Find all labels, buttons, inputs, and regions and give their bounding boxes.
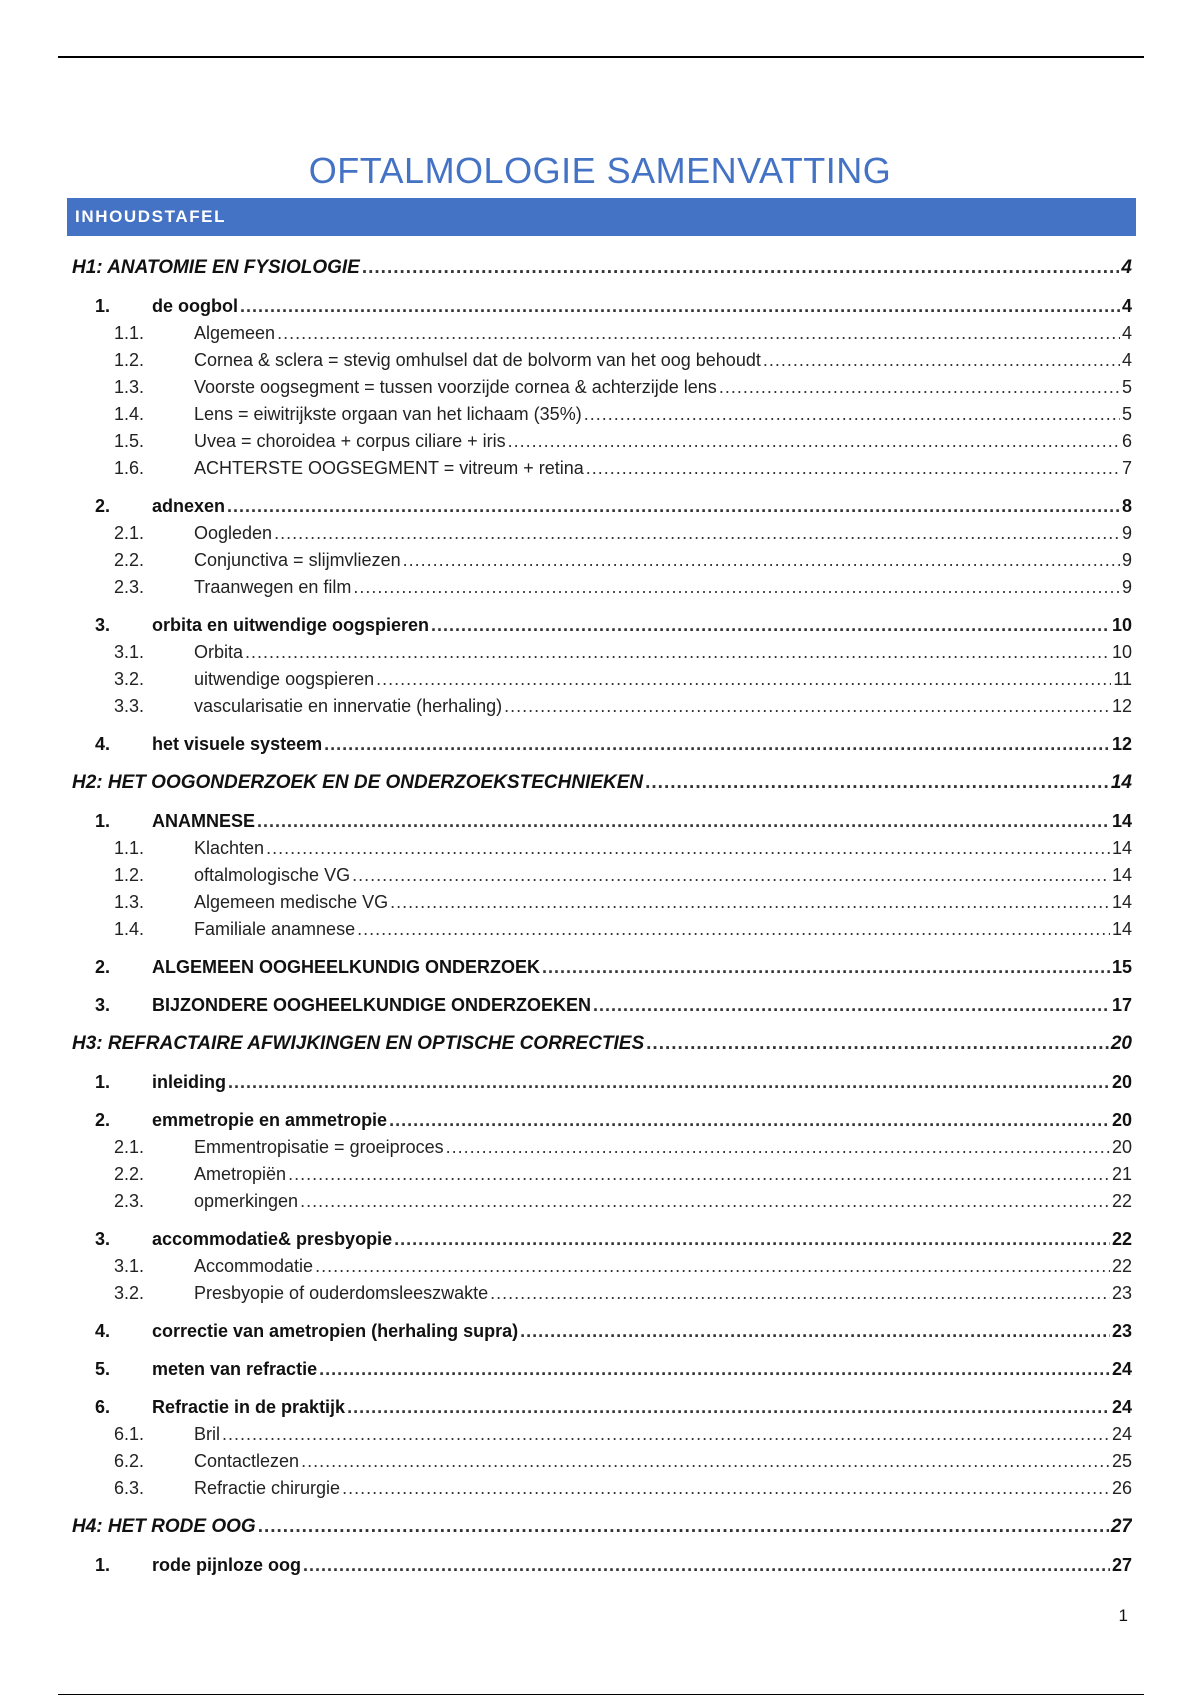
toc-entry-number: 5.: [95, 1359, 111, 1379]
toc-entry-label: [72, 919, 355, 940]
toc-entry-title: Bril: [194, 1424, 220, 1444]
toc-dot-leader: [446, 1131, 1110, 1158]
toc-entry-title: Refractie in de praktijk: [152, 1397, 346, 1417]
toc-entry-page: 22: [1111, 1229, 1132, 1249]
toc-dot-leader: [403, 544, 1120, 571]
toc-dot-leader: [646, 1025, 1109, 1055]
toc-entry-page: 20: [1111, 1137, 1132, 1157]
toc-entry-page: 23: [1111, 1283, 1132, 1303]
toc-dot-leader: [266, 832, 1110, 859]
toc-entry-page: 9: [1121, 523, 1132, 543]
toc-entry-section[interactable]: [72, 988, 1132, 1016]
toc-entry-number: 1.5.: [114, 431, 145, 451]
toc-entry-page: 23: [1111, 1321, 1132, 1341]
toc-entry-page: 4: [1121, 350, 1132, 370]
toc-entry-label: [72, 350, 761, 371]
toc-entry-title: Ametropiën: [194, 1164, 287, 1184]
toc-entry-label: [72, 1229, 392, 1250]
toc-entry-label: [72, 734, 322, 755]
toc-entry-sub[interactable]: [72, 517, 1132, 544]
toc-entry-chapter[interactable]: [72, 1508, 1132, 1538]
toc-entry-chapter[interactable]: [72, 249, 1132, 279]
toc-dot-leader: [357, 913, 1110, 940]
toc-entry-number: 2.3.: [114, 577, 145, 597]
toc-entry-section[interactable]: [72, 727, 1132, 755]
document-title: OFTALMOLOGIE SAMENVATTING: [308, 150, 892, 191]
toc-dot-leader: [277, 317, 1120, 344]
toc-entry-title: Voorste oogsegment = tussen voorzijde cornea & achterzijde lens: [194, 377, 717, 397]
toc-entry-label: [72, 838, 264, 859]
toc-dot-leader: [389, 1103, 1110, 1131]
toc-entry-number: 1.: [95, 296, 111, 316]
toc-dot-leader: [222, 1418, 1110, 1445]
toc-entry-number: 2.: [95, 496, 111, 516]
toc-entry-page: 11: [1113, 669, 1132, 689]
toc-entry-section[interactable]: [72, 1222, 1132, 1250]
toc-dot-leader: [520, 1314, 1110, 1342]
toc-entry-number: 6.: [95, 1397, 111, 1417]
toc-entry-title: het visuele systeem: [152, 734, 323, 754]
toc-entry-number: 1.6.: [114, 458, 145, 478]
toc-entry-section[interactable]: [72, 1548, 1132, 1576]
toc-entry-title: oftalmologische VG: [194, 865, 351, 885]
toc-entry-page: 17: [1111, 995, 1132, 1015]
toc-entry-number: 6.2.: [114, 1451, 145, 1471]
toc-entry-label: [72, 696, 502, 717]
toc-entry-page: 24: [1111, 1397, 1132, 1417]
toc-entry-section[interactable]: [72, 489, 1132, 517]
toc-entry-page: 24: [1111, 1359, 1132, 1379]
toc-entry-label: [72, 1478, 340, 1499]
toc-entry-page: 25: [1111, 1451, 1132, 1471]
toc-entry-title: H4: HET RODE OOG: [72, 1516, 256, 1537]
table-of-contents: [72, 249, 1132, 1576]
toc-entry-title: H1: ANATOMIE EN FYSIOLOGIE: [72, 257, 360, 278]
toc-entry-title: emmetropie en ammetropie: [152, 1110, 388, 1130]
toc-entry-title: Traanwegen en film: [194, 577, 352, 597]
toc-entry-label: [72, 615, 429, 636]
footer-rule: [58, 1694, 1144, 1695]
toc-entry-label: [72, 772, 643, 794]
toc-entry-number: 2.1.: [114, 1137, 145, 1157]
toc-entry-chapter[interactable]: [72, 764, 1132, 794]
toc-entry-sub[interactable]: [72, 913, 1132, 940]
toc-entry-number: 1.3.: [114, 377, 145, 397]
toc-entry-label: [72, 431, 506, 452]
toc-entry-label: [72, 550, 401, 571]
toc-dot-leader: [490, 1277, 1110, 1304]
toc-entry-page: 9: [1121, 577, 1132, 597]
toc-entry-sub[interactable]: [72, 1418, 1132, 1445]
toc-entry-title: rode pijnloze oog: [152, 1555, 301, 1575]
toc-entry-sub[interactable]: [72, 317, 1132, 344]
toc-entry-label: [72, 1110, 387, 1131]
toc-entry-number: 3.1.: [114, 642, 145, 662]
toc-entry-page: 12: [1111, 696, 1132, 716]
toc-dot-leader: [258, 1508, 1109, 1538]
toc-entry-title: opmerkingen: [194, 1191, 299, 1211]
toc-dot-leader: [324, 727, 1110, 755]
toc-entry-label: [72, 995, 591, 1016]
toc-dot-leader: [593, 988, 1110, 1016]
toc-entry-number: 2.2.: [114, 1164, 145, 1184]
toc-entry-number: 1.4.: [114, 404, 145, 424]
toc-entry-section[interactable]: [72, 1390, 1132, 1418]
toc-entry-title: orbita en uitwendige oogspieren: [152, 615, 430, 635]
toc-entry-section[interactable]: [72, 804, 1132, 832]
toc-entry-page: 20: [1111, 1072, 1132, 1092]
toc-entry-label: [72, 1137, 444, 1158]
toc-dot-leader: [240, 289, 1120, 317]
header-rule: [58, 56, 1144, 58]
toc-entry-title: inleiding: [152, 1072, 226, 1092]
toc-entry-label: [72, 1072, 226, 1093]
toc-entry-sub[interactable]: [72, 425, 1132, 452]
toc-entry-section[interactable]: [72, 950, 1132, 978]
toc-entry-sub[interactable]: [72, 1445, 1132, 1472]
toc-entry-label: [72, 811, 255, 832]
toc-entry-title: Klachten: [194, 838, 265, 858]
toc-entry-number: 3.3.: [114, 696, 145, 716]
toc-dot-leader: [362, 249, 1120, 279]
toc-dot-leader: [319, 1352, 1110, 1380]
toc-entry-page: 4: [1121, 296, 1132, 316]
toc-entry-title: Cornea & sclera = stevig omhulsel dat de bolvorm van het oog behoudt: [194, 350, 761, 370]
toc-entry-title: H3: REFRACTAIRE AFWIJKINGEN EN OPTISCHE CORRECTIES: [72, 1033, 645, 1054]
toc-entry-number: 4.: [95, 1321, 111, 1341]
toc-entry-sub[interactable]: [72, 452, 1132, 479]
toc-dot-leader: [508, 425, 1120, 452]
toc-entry-number: 6.3.: [114, 1478, 145, 1498]
toc-entry-title: correctie van ametropien (herhaling supra): [152, 1321, 519, 1341]
toc-entry-sub[interactable]: [72, 1185, 1132, 1212]
toc-entry-page: 6: [1121, 431, 1132, 451]
toc-entry-sub[interactable]: [72, 371, 1132, 398]
toc-dot-leader: [763, 344, 1120, 371]
toc-entry-title: ACHTERSTE OOGSEGMENT = vitreum + retina: [194, 458, 584, 478]
toc-entry-page: 7: [1121, 458, 1132, 478]
toc-dot-leader: [394, 1222, 1110, 1250]
toc-heading: INHOUDSTAFEL: [67, 198, 1136, 236]
toc-entry-number: 3.: [95, 615, 111, 635]
toc-entry-sub[interactable]: [72, 859, 1132, 886]
page-number: 1: [1118, 1606, 1128, 1625]
toc-entry-page: 21: [1111, 1164, 1132, 1184]
toc-entry-title: ALGEMEEN OOGHEELKUNDIG ONDERZOEK: [152, 957, 541, 977]
toc-dot-leader: [347, 1390, 1110, 1418]
toc-dot-leader: [352, 859, 1110, 886]
toc-entry-title: uitwendige oogspieren: [194, 669, 375, 689]
toc-dot-leader: [431, 608, 1110, 636]
toc-entry-page: 27: [1111, 1555, 1132, 1575]
toc-entry-section[interactable]: [72, 1103, 1132, 1131]
toc-entry-label: [72, 1359, 317, 1380]
toc-entry-label: [72, 892, 388, 913]
toc-entry-label: [72, 669, 374, 690]
toc-entry-page: 10: [1111, 615, 1132, 635]
toc-entry-title: Uvea = choroidea + corpus ciliare + iris: [194, 431, 506, 451]
toc-entry-number: 1.1.: [114, 323, 145, 343]
toc-entry-number: 2.2.: [114, 550, 145, 570]
toc-entry-title: H2: HET OOGONDERZOEK EN DE ONDERZOEKSTECHNIEKEN: [72, 772, 644, 793]
toc-entry-title: Contactlezen: [194, 1451, 300, 1471]
toc-entry-page: 5: [1121, 404, 1132, 424]
toc-entry-label: [72, 404, 582, 425]
toc-entry-title: accommodatie& presbyopie: [152, 1229, 393, 1249]
toc-entry-label: [72, 1321, 518, 1342]
toc-entry-number: 1.: [95, 811, 111, 831]
toc-entry-number: 1.: [95, 1555, 111, 1575]
toc-entry-page: 12: [1111, 734, 1132, 754]
toc-entry-label: [72, 458, 584, 479]
toc-dot-leader: [300, 1185, 1110, 1212]
toc-entry-number: 3.2.: [114, 669, 145, 689]
toc-entry-number: 2.: [95, 957, 111, 977]
toc-dot-leader: [227, 489, 1120, 517]
toc-entry-label: [72, 1256, 313, 1277]
toc-entry-page: 14: [1111, 865, 1132, 885]
toc-dot-leader: [301, 1445, 1110, 1472]
toc-entry-label: [72, 377, 717, 398]
toc-entry-label: [72, 1451, 299, 1472]
toc-entry-number: 3.: [95, 1229, 111, 1249]
toc-entry-label: [72, 296, 238, 317]
toc-entry-title: BIJZONDERE OOGHEELKUNDIGE ONDERZOEKEN: [152, 995, 592, 1015]
toc-dot-leader: [645, 764, 1109, 794]
toc-dot-leader: [390, 886, 1110, 913]
toc-entry-label: [72, 257, 360, 279]
toc-entry-label: [72, 1424, 220, 1445]
toc-entry-label: [72, 323, 275, 344]
toc-entry-page: 22: [1111, 1256, 1132, 1276]
toc-entry-number: 3.: [95, 995, 111, 1015]
toc-dot-leader: [586, 452, 1120, 479]
toc-dot-leader: [584, 398, 1120, 425]
toc-entry-title: Familiale anamnese: [194, 919, 356, 939]
toc-entry-sub[interactable]: [72, 1277, 1132, 1304]
toc-entry-label: [72, 1397, 345, 1418]
toc-entry-page: 9: [1121, 550, 1132, 570]
toc-entry-page: 27: [1110, 1516, 1132, 1537]
toc-entry-label: [72, 957, 540, 978]
toc-entry-sub[interactable]: [72, 1158, 1132, 1185]
toc-dot-leader: [257, 804, 1110, 832]
toc-entry-sub[interactable]: [72, 1472, 1132, 1499]
toc-entry-label: [72, 865, 350, 886]
toc-entry-section[interactable]: [72, 1065, 1132, 1093]
toc-entry-number: 1.: [95, 1072, 111, 1092]
toc-entry-label: [72, 1555, 301, 1576]
toc-entry-sub[interactable]: [72, 398, 1132, 425]
toc-entry-title: Lens = eiwitrijkste orgaan van het lichaam (35%): [194, 404, 582, 424]
toc-entry-title: Algemeen medische VG: [194, 892, 389, 912]
toc-entry-title: vascularisatie en innervatie (herhaling): [194, 696, 503, 716]
toc-entry-title: ANAMNESE: [152, 811, 256, 831]
toc-entry-sub[interactable]: [72, 636, 1132, 663]
toc-entry-page: 8: [1121, 496, 1132, 516]
toc-entry-title: de oogbol: [152, 296, 238, 316]
toc-entry-label: [72, 577, 351, 598]
toc-entry-number: 1.2.: [114, 865, 145, 885]
toc-dot-leader: [315, 1250, 1110, 1277]
toc-entry-page: 4: [1121, 323, 1132, 343]
toc-entry-number: 1.2.: [114, 350, 145, 370]
toc-entry-number: 1.1.: [114, 838, 145, 858]
toc-entry-page: 14: [1111, 919, 1132, 939]
toc-entry-label: [72, 1164, 286, 1185]
toc-entry-sub[interactable]: [72, 832, 1132, 859]
toc-entry-page: 14: [1110, 772, 1132, 793]
toc-entry-page: 14: [1111, 892, 1132, 912]
toc-entry-title: Refractie chirurgie: [194, 1478, 341, 1498]
toc-dot-leader: [245, 636, 1110, 663]
toc-entry-sub[interactable]: [72, 886, 1132, 913]
toc-entry-page: 24: [1111, 1424, 1132, 1444]
toc-dot-leader: [353, 571, 1120, 598]
toc-entry-page: 14: [1111, 811, 1132, 831]
toc-entry-number: 3.1.: [114, 1256, 145, 1276]
toc-entry-section[interactable]: [72, 1352, 1132, 1380]
toc-entry-label: [72, 1283, 488, 1304]
toc-entry-sub[interactable]: [72, 663, 1132, 690]
toc-entry-sub[interactable]: [72, 690, 1132, 717]
toc-dot-leader: [228, 1065, 1110, 1093]
toc-entry-page: 20: [1110, 1033, 1132, 1054]
toc-entry-number: 1.4.: [114, 919, 145, 939]
toc-entry-sub[interactable]: [72, 344, 1132, 371]
toc-entry-title: Algemeen: [194, 323, 276, 343]
toc-entry-number: 3.2.: [114, 1283, 145, 1303]
toc-entry-title: Oogleden: [194, 523, 273, 543]
toc-entry-page: 22: [1111, 1191, 1132, 1211]
toc-entry-page: 14: [1111, 838, 1132, 858]
toc-dot-leader: [342, 1472, 1110, 1499]
toc-entry-label: [72, 496, 225, 517]
toc-entry-title: Conjunctiva = slijmvliezen: [194, 550, 401, 570]
toc-entry-label: [72, 523, 272, 544]
toc-dot-leader: [376, 663, 1111, 690]
toc-dot-leader: [542, 950, 1110, 978]
toc-entry-chapter[interactable]: [72, 1025, 1132, 1055]
toc-entry-title: meten van refractie: [152, 1359, 318, 1379]
toc-entry-number: 4.: [95, 734, 111, 754]
toc-entry-number: 2.3.: [114, 1191, 145, 1211]
toc-entry-section[interactable]: [72, 608, 1132, 636]
toc-entry-page: 26: [1111, 1478, 1132, 1498]
toc-entry-sub[interactable]: [72, 1250, 1132, 1277]
toc-entry-page: 10: [1111, 642, 1132, 662]
toc-entry-section[interactable]: [72, 289, 1132, 317]
toc-dot-leader: [288, 1158, 1110, 1185]
toc-entry-number: 1.3.: [114, 892, 145, 912]
toc-dot-leader: [274, 517, 1120, 544]
toc-dot-leader: [303, 1548, 1110, 1576]
toc-dot-leader: [504, 690, 1110, 717]
toc-entry-title: Orbita: [194, 642, 244, 662]
toc-entry-number: 2.1.: [114, 523, 145, 543]
toc-entry-number: 2.: [95, 1110, 111, 1130]
toc-entry-page: 20: [1111, 1110, 1132, 1130]
toc-entry-number: 6.1.: [114, 1424, 145, 1444]
toc-entry-page: 15: [1111, 957, 1132, 977]
toc-entry-title: Presbyopie of ouderdomsleeszwakte: [194, 1283, 489, 1303]
toc-entry-title: Accommodatie: [194, 1256, 314, 1276]
toc-entry-sub[interactable]: [72, 1131, 1132, 1158]
toc-dot-leader: [719, 371, 1120, 398]
toc-entry-page: 5: [1121, 377, 1132, 397]
toc-entry-sub[interactable]: [72, 571, 1132, 598]
toc-entry-label: [72, 642, 243, 663]
toc-entry-label: [72, 1516, 256, 1538]
toc-entry-title: adnexen: [152, 496, 226, 516]
toc-entry-page: 4: [1121, 257, 1132, 278]
toc-entry-label: [72, 1033, 644, 1055]
toc-entry-section[interactable]: [72, 1314, 1132, 1342]
toc-entry-title: Emmentropisatie = groeiproces: [194, 1137, 444, 1157]
toc-entry-sub[interactable]: [72, 544, 1132, 571]
toc-entry-label: [72, 1191, 298, 1212]
